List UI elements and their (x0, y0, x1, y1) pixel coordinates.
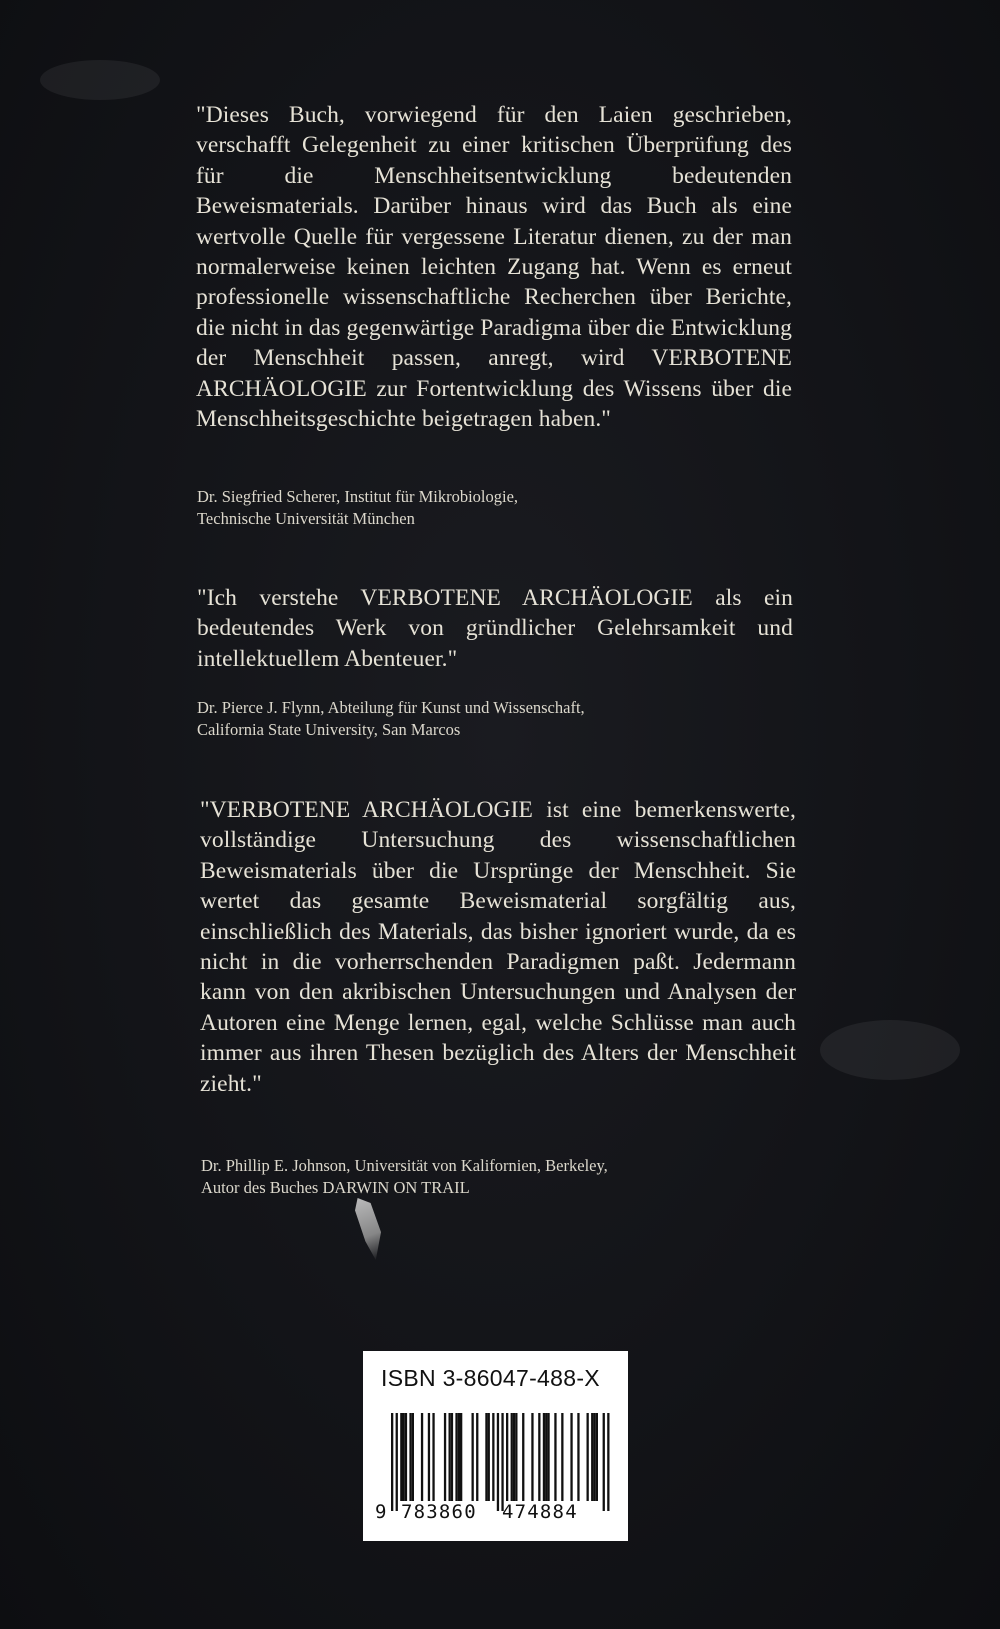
barcode-guard-bar (607, 1413, 609, 1511)
review-quote-3: "VERBOTENE ARCHÄOLOGIE ist eine bemerkenswerte, vollständige Untersuchung des wissenschaftlichen Beweismaterials über die Ursprünge der Menschheit. Sie wertet das gesamte Beweismaterial sorgfältig aus, einschließlich des Materials, das bisher ignoriert wurde, da es nicht in die vorherrschenden Paradigmen paßt. Jedermann kann von den akribischen Untersuchungen und Analysen der Autoren eine Menge lernen, egal, welche Schlüsse man auch immer aus ihren Thesen bezüglich des Alters der Menschheit zieht." (200, 797, 796, 1097)
barcode-bar (570, 1413, 572, 1501)
isbn-number: ISBN 3-86047-488-X (381, 1365, 600, 1391)
review-quote-1: "Dieses Buch, vorwiegend für den Laien geschrieben, verschafft Gelegenheit zu einer kritischen Überprüfung des für die Menschheitsentwicklung bedeutenden Beweismaterials. Darüber hinaus wird das Buch als eine wertvolle Quelle für vergessene Literatur dienen, zu der man normalerweise keinen leichten Zugang hat. Wenn es erneut professionelle wissenschaftliche Recherchen über Berichte, die nicht in das gegenwärtige Paradigma über die Entwicklung der Menschheit passen, anregt, wird VERBOTENE ARCHÄOLOGIE zur Fortentwicklung des Wissens über die Menschheitsgeschichte beigetragen haben." (196, 102, 792, 433)
review-attribution-3 (201, 1155, 801, 1198)
barcode-bar (405, 1413, 407, 1501)
barcode-bar (476, 1413, 478, 1501)
review-attribution-2 (197, 697, 797, 740)
barcode-bar (561, 1413, 563, 1501)
barcode-bar (531, 1413, 533, 1501)
isbn-barcode-label (363, 1351, 628, 1541)
ean-first-digit: 9 (375, 1501, 387, 1523)
barcode-bar (513, 1413, 515, 1501)
attribution-line: Dr. Pierce J. Flynn, Abteilung für Kunst und Wissenschaft, (197, 698, 585, 717)
barcode-bar (460, 1413, 462, 1501)
review-attribution-1 (197, 486, 797, 529)
barcode-guard-bar (603, 1413, 605, 1511)
barcode-bar (409, 1413, 411, 1501)
attribution-line: California State University, San Marcos (197, 719, 461, 739)
barcode-bar (472, 1413, 474, 1501)
attribution-line: Autor des Buches DARWIN ON TRAIL (201, 1177, 470, 1197)
barcode-bar (485, 1413, 487, 1501)
attribution-line: Dr. Phillip E. Johnson, Universität von Kalifornien, Berkeley, (201, 1156, 608, 1175)
barcode-guard-bar (497, 1413, 499, 1511)
ean-right-digits: 474884 (502, 1501, 578, 1523)
ean-left-digits: 783860 (401, 1501, 477, 1523)
barcode-bar (449, 1413, 451, 1501)
barcode-bar (421, 1413, 423, 1501)
barcode-bar (593, 1413, 595, 1501)
barcode-bar (515, 1413, 517, 1501)
attribution-line: Dr. Siegfried Scherer, Institut für Mikrobiologie, (197, 487, 519, 506)
barcode-guard-bar (396, 1413, 398, 1511)
cover-wear-mark (820, 1020, 960, 1080)
attribution-line: Technische Universität München (197, 508, 415, 528)
barcode-bar (451, 1413, 453, 1501)
barcode-bar (400, 1413, 402, 1501)
barcode-bar (538, 1413, 540, 1501)
barcode-bar (547, 1413, 549, 1501)
barcode-bar (545, 1413, 547, 1501)
barcode-bar (587, 1413, 589, 1501)
cover-scratch-mark (355, 1198, 381, 1260)
barcode-guard-bar (391, 1413, 393, 1511)
cover-wear-mark (40, 60, 160, 100)
barcode-bar (412, 1413, 414, 1501)
barcode-bar (458, 1413, 460, 1501)
barcode-bar (596, 1413, 598, 1501)
barcode-guard-bar (501, 1413, 503, 1511)
barcode-bar (403, 1413, 405, 1501)
barcode-bar (591, 1413, 593, 1501)
barcode-bar (455, 1413, 457, 1501)
barcode-bar (543, 1413, 545, 1501)
review-quote-2: "Ich verstehe VERBOTENE ARCHÄOLOGIE als ein bedeutendes Werk von gründlicher Gelehrsamkeit und intellektuellem Abenteuer." (197, 585, 793, 672)
barcode-bar (554, 1413, 556, 1501)
ean-digits (363, 1501, 628, 1529)
barcode-bar (511, 1413, 513, 1501)
barcode-bar (432, 1413, 434, 1501)
barcode-bar (577, 1413, 579, 1501)
barcode-bar (444, 1413, 446, 1501)
barcode-bar (492, 1413, 494, 1501)
barcode-bar (522, 1413, 524, 1501)
barcode-bar (506, 1413, 508, 1501)
barcode-bar (428, 1413, 430, 1501)
barcode-bar (488, 1413, 490, 1501)
